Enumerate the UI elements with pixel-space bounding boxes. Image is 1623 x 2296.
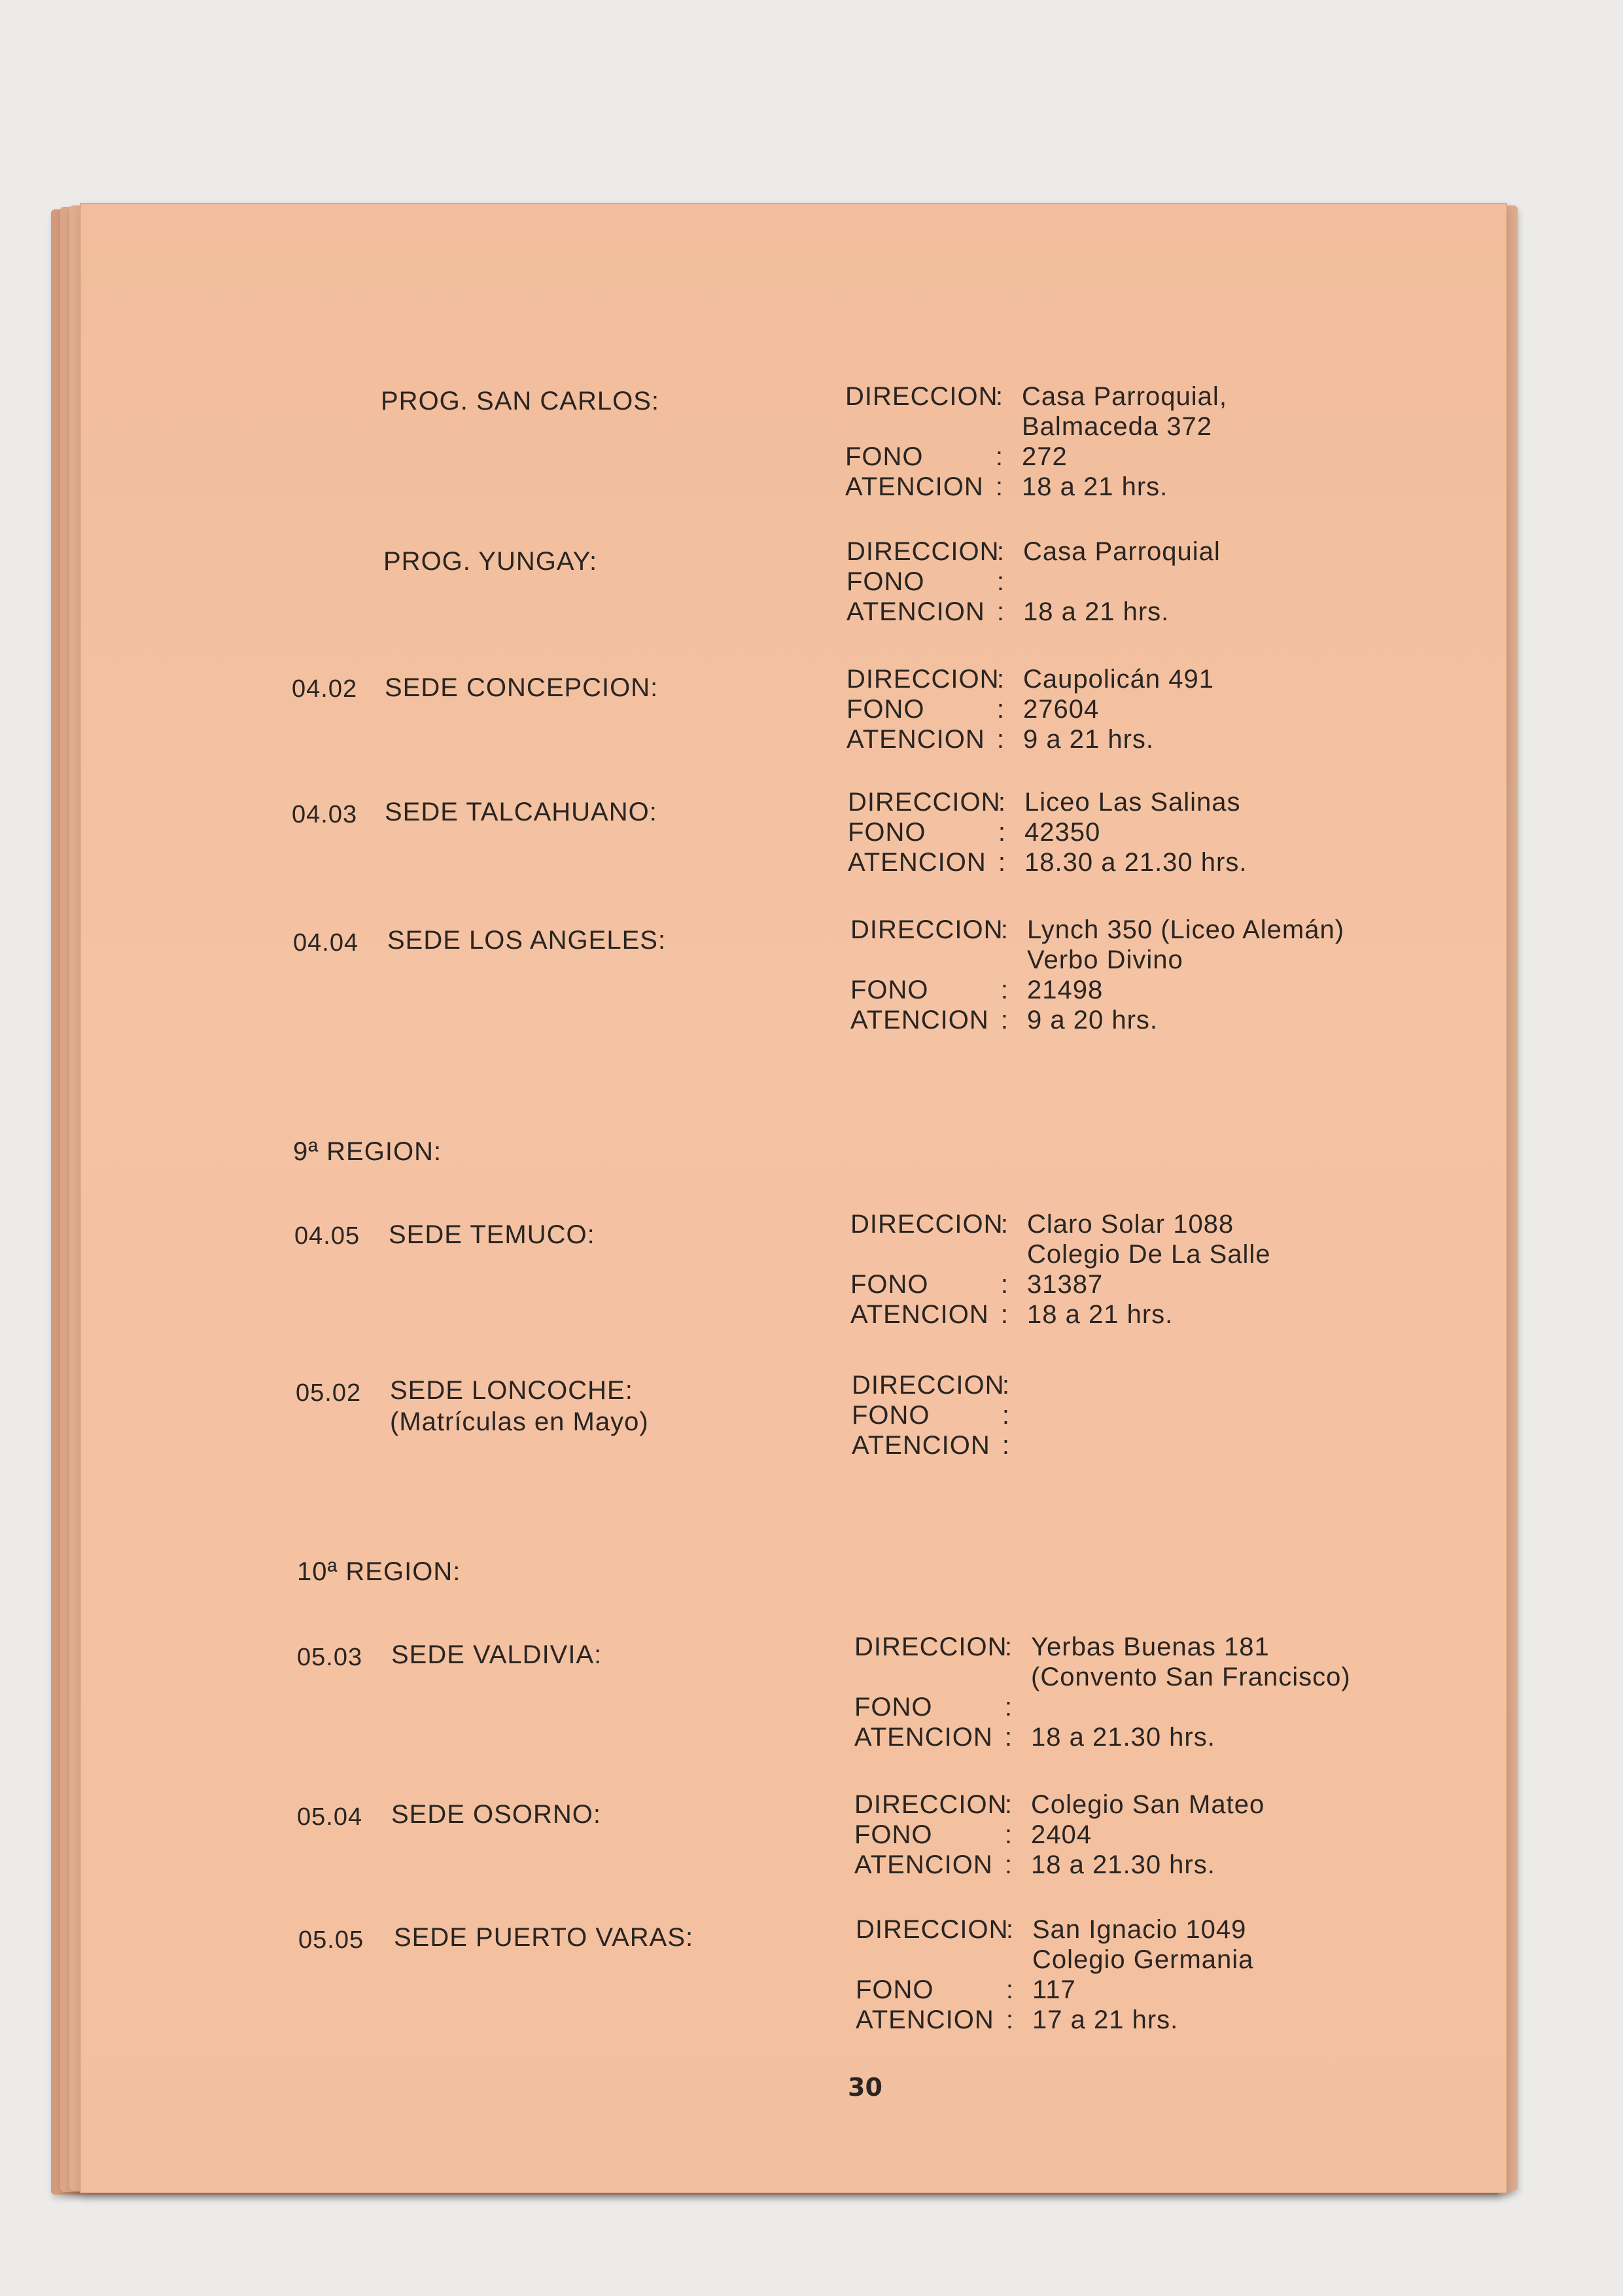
fono-label: FONO xyxy=(846,695,925,724)
entry-details xyxy=(854,1632,1351,1752)
direccion-value: Colegio Germania xyxy=(1032,1945,1254,1974)
colon: : xyxy=(1002,1371,1010,1400)
direccion-value: Claro Solar 1088 xyxy=(1027,1210,1234,1239)
colon: : xyxy=(1000,1210,1009,1239)
atencion-value: 17 a 21 hrs. xyxy=(1032,2005,1179,2034)
direccion-value: Lynch 350 (Liceo Alemán) xyxy=(1027,915,1345,944)
direccion-label: DIRECCION xyxy=(848,788,1001,817)
entry-name: SEDE CONCEPCION: xyxy=(385,673,659,702)
colon: : xyxy=(1005,1975,1014,2004)
direccion-value: Casa Parroquial xyxy=(1023,537,1221,566)
entry-code: 05.05 xyxy=(298,1926,364,1954)
fono-value: 117 xyxy=(1032,1975,1076,2004)
colon: : xyxy=(995,382,1003,411)
atencion-label: ATENCION xyxy=(854,1850,993,1879)
colon: : xyxy=(995,472,1003,501)
atencion-label: ATENCION xyxy=(850,1300,989,1329)
atencion-label: ATENCION xyxy=(848,848,986,877)
entry-name: PROG. YUNGAY: xyxy=(383,547,598,576)
colon: : xyxy=(1004,1693,1013,1722)
atencion-value: 18 a 21 hrs. xyxy=(1023,597,1170,626)
region-heading: 10ª REGION: xyxy=(297,1557,461,1586)
direccion-value: Verbo Divino xyxy=(1027,945,1183,974)
atencion-label: ATENCION xyxy=(846,725,985,754)
entry-details xyxy=(846,664,1214,754)
entry-details xyxy=(846,537,1221,627)
entry-name: SEDE LONCOCHE: xyxy=(390,1376,633,1405)
document-page xyxy=(80,203,1507,2193)
colon: : xyxy=(998,788,1006,817)
entry-name: SEDE TALCAHUANO: xyxy=(385,798,657,826)
entry-code: 05.04 xyxy=(297,1803,363,1831)
fono-label: FONO xyxy=(856,1975,934,2004)
atencion-value: 18.30 a 21.30 hrs. xyxy=(1024,848,1248,877)
colon: : xyxy=(1004,1820,1013,1849)
colon: : xyxy=(996,725,1005,754)
colon: : xyxy=(1000,1300,1009,1329)
atencion-label: ATENCION xyxy=(854,1723,993,1752)
colon: : xyxy=(1000,915,1009,944)
entry-name: SEDE TEMUCO: xyxy=(389,1220,595,1249)
entry-details xyxy=(850,915,1344,1035)
atencion-label: ATENCION xyxy=(846,597,985,626)
fono-value: 2404 xyxy=(1031,1820,1092,1849)
colon: : xyxy=(1004,1723,1013,1752)
entry-details xyxy=(848,787,1247,877)
colon: : xyxy=(1004,1633,1013,1661)
colon: : xyxy=(1000,1270,1009,1299)
direccion-label: DIRECCION xyxy=(854,1790,1007,1819)
colon: : xyxy=(1000,976,1009,1004)
fono-value: 272 xyxy=(1022,442,1068,471)
atencion-label: ATENCION xyxy=(850,1006,989,1034)
direccion-label: DIRECCION xyxy=(846,537,1000,566)
direccion-label: DIRECCION xyxy=(852,1371,1005,1400)
colon: : xyxy=(996,597,1005,626)
region-heading: 9ª REGION: xyxy=(293,1137,442,1166)
fono-label: FONO xyxy=(852,1401,930,1430)
atencion-label: ATENCION xyxy=(852,1431,990,1460)
direccion-label: DIRECCION xyxy=(856,1915,1009,1944)
fono-label: FONO xyxy=(846,567,925,596)
atencion-value: 18 a 21 hrs. xyxy=(1027,1300,1174,1329)
direccion-value: (Convento San Francisco) xyxy=(1031,1663,1351,1691)
colon: : xyxy=(1005,1915,1014,1944)
entry-code: 04.05 xyxy=(294,1222,360,1250)
colon: : xyxy=(996,665,1005,694)
direccion-label: DIRECCION xyxy=(854,1633,1007,1661)
entry-details xyxy=(845,381,1227,502)
direccion-value: Caupolicán 491 xyxy=(1023,665,1214,694)
fono-value: 21498 xyxy=(1027,976,1104,1004)
colon: : xyxy=(996,537,1005,566)
entry-code: 05.03 xyxy=(297,1644,363,1671)
entry-name: SEDE OSORNO: xyxy=(391,1800,601,1829)
entry-details xyxy=(852,1370,1028,1460)
colon: : xyxy=(1004,1850,1013,1879)
fono-label: FONO xyxy=(854,1820,933,1849)
entry-code: 04.04 xyxy=(293,929,359,957)
fono-label: FONO xyxy=(850,976,929,1004)
direccion-value: Casa Parroquial, xyxy=(1022,382,1227,411)
entry-note: (Matrículas en Mayo) xyxy=(390,1407,649,1436)
entry-details xyxy=(856,1915,1253,2035)
colon: : xyxy=(1002,1431,1010,1460)
colon: : xyxy=(996,567,1005,596)
colon: : xyxy=(995,442,1003,471)
colon: : xyxy=(1005,2005,1014,2034)
colon: : xyxy=(1002,1401,1010,1430)
atencion-label: ATENCION xyxy=(845,472,984,501)
entry-name: SEDE LOS ANGELES: xyxy=(387,926,667,955)
colon: : xyxy=(1004,1790,1013,1819)
fono-label: FONO xyxy=(848,818,926,847)
atencion-value: 18 a 21 hrs. xyxy=(1022,472,1168,501)
fono-value: 42350 xyxy=(1024,818,1101,847)
direccion-label: DIRECCION xyxy=(850,915,1003,944)
direccion-label: DIRECCION xyxy=(850,1210,1003,1239)
entry-name: SEDE PUERTO VARAS: xyxy=(394,1923,694,1952)
colon: : xyxy=(1000,1006,1009,1034)
entry-name: SEDE VALDIVIA: xyxy=(391,1640,602,1669)
direccion-value: Liceo Las Salinas xyxy=(1024,788,1241,817)
atencion-value: 18 a 21.30 hrs. xyxy=(1031,1723,1215,1752)
direccion-value: Yerbas Buenas 181 xyxy=(1031,1633,1270,1661)
fono-label: FONO xyxy=(845,442,924,471)
fono-value: 27604 xyxy=(1023,695,1100,724)
page-number: 30 xyxy=(848,2073,882,2102)
colon: : xyxy=(998,818,1006,847)
direccion-value: San Ignacio 1049 xyxy=(1032,1915,1247,1944)
direccion-value: Colegio San Mateo xyxy=(1031,1790,1265,1819)
atencion-value: 18 a 21.30 hrs. xyxy=(1031,1850,1215,1879)
atencion-label: ATENCION xyxy=(856,2005,994,2034)
entry-details xyxy=(850,1209,1271,1330)
entry-code: 04.02 xyxy=(292,675,358,703)
direccion-label: DIRECCION xyxy=(845,382,998,411)
atencion-value: 9 a 21 hrs. xyxy=(1023,725,1155,754)
colon: : xyxy=(996,695,1005,724)
colon: : xyxy=(998,848,1006,877)
fono-value: 31387 xyxy=(1027,1270,1104,1299)
direccion-label: DIRECCION xyxy=(846,665,1000,694)
entry-code: 04.03 xyxy=(292,801,358,828)
entry-code: 05.02 xyxy=(296,1379,362,1407)
fono-label: FONO xyxy=(854,1693,933,1722)
atencion-value: 9 a 20 hrs. xyxy=(1027,1006,1159,1034)
entry-details xyxy=(854,1790,1265,1880)
fono-label: FONO xyxy=(850,1270,929,1299)
entry-name: PROG. SAN CARLOS: xyxy=(381,387,659,415)
direccion-value: Colegio De La Salle xyxy=(1027,1240,1271,1269)
direccion-value: Balmaceda 372 xyxy=(1022,412,1212,441)
